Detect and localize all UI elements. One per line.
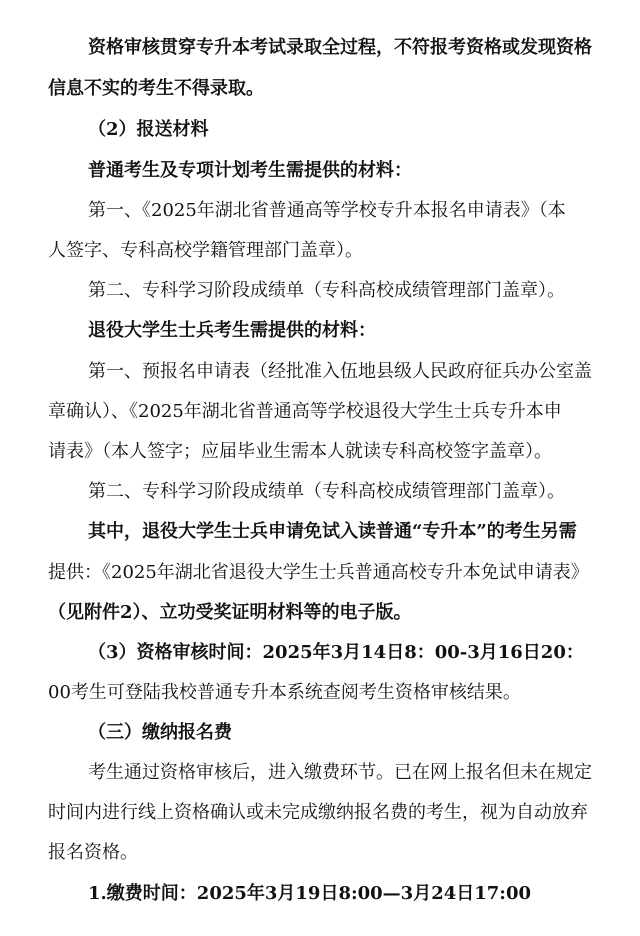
regular-item-1-line-2: 人签字、专科高校学籍管理部门盖章）。 <box>48 240 363 261</box>
para-review-time-line-2: 00考生可登陆我校普通专升本系统查阅考生资格审核结果。 <box>48 682 521 703</box>
regular-item-2: 第二、专科学习阶段成绩单（专科高校成绩管理部门盖章）。 <box>88 280 565 301</box>
veteran-item-1-line-2: 章确认）、《2025年湖北省普通高等学校退役大学生士兵专升本申 <box>48 401 562 422</box>
para-qualification-review-line-2: 信息不实的考生不得录取。 <box>48 78 264 99</box>
para-payment-line-3: 报名资格。 <box>48 842 138 863</box>
veteran-item-1-line-3: 请表》（本人签字；应届毕业生需本人就读专科高校签字盖章）。 <box>48 441 552 462</box>
para-exemption-line-2: 提供：《2025年湖北省退役大学生士兵普通高校专升本免试申请表》 <box>48 562 589 583</box>
para-exemption-line-1: 其中，退役大学生士兵申请免试入读普通“专升本”的考生另需 <box>88 521 577 542</box>
para-exemption-line-3: （见附件2）、立功受奖证明材料等的电子版。 <box>48 602 412 623</box>
payment-time: 1.缴费时间：2025年3月19日8:00—3月24日17:00 <box>88 883 531 904</box>
veteran-item-2: 第二、专科学习阶段成绩单（专科高校成绩管理部门盖章）。 <box>88 481 565 502</box>
heading-pay-fee: （三）缴纳报名费 <box>88 722 232 743</box>
para-payment-line-1: 考生通过资格审核后，进入缴费环节。已在网上报名但未在规定 <box>88 762 592 783</box>
heading-veteran-candidates: 退役大学生士兵考生需提供的材料： <box>88 320 376 341</box>
para-qualification-review-line-1: 资格审核贯穿专升本考试录取全过程，不符报考资格或发现资格 <box>88 37 592 58</box>
para-payment-line-2: 时间内进行线上资格确认或未完成缴纳报名费的考生，视为自动放弃 <box>48 802 588 823</box>
veteran-item-1-line-1: 第一、预报名申请表（经批准入伍地县级人民政府征兵办公室盖 <box>88 361 592 382</box>
regular-item-1-line-1: 第一、《2025年湖北省普通高等学校专升本报名申请表》（本 <box>88 200 566 221</box>
heading-submit-materials: （2）报送材料 <box>88 119 209 140</box>
heading-regular-candidates: 普通考生及专项计划考生需提供的材料： <box>88 160 412 181</box>
para-review-time-line-1: （3）资格审核时间：2025年3月14日8：00-3月16日20： <box>88 642 584 663</box>
